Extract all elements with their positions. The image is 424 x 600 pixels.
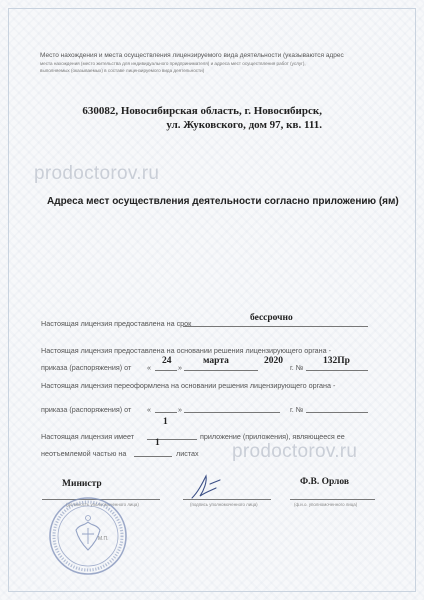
official-stamp-icon [46, 494, 130, 578]
signatory-name: Ф.В. Орлов [300, 477, 350, 487]
name-underline [290, 490, 375, 500]
granted-line2-label: приказа (распоряжения) от [41, 363, 132, 372]
granted-year-suffix: г. № [290, 363, 304, 372]
stamp-mark: М.П. [98, 536, 109, 542]
location-description-line3: выполняемых (оказываемых) в составе лицензируемого вида деятельности) [40, 68, 205, 73]
appendix-sheets-underline [134, 447, 172, 457]
granted-day: 24 [162, 356, 172, 366]
handwritten-signature-icon [186, 470, 226, 504]
caption-name: (ф.и.о. уполномоченного лица) [294, 502, 358, 507]
appendix-line1-prefix: Настоящая лицензия имеет [41, 432, 135, 441]
location-description-line1: Место нахождения и места осуществления лицензируемого вида деятельности (указываются адрес [40, 52, 344, 59]
caption-signature: (подпись уполномоченного лица) [190, 502, 258, 507]
caption-position: (должность уполномоченного лица) [66, 502, 139, 507]
address-block [60, 104, 322, 132]
location-description-line2: места нахождения (место жительства для индивидуального предпринимателя) и адреса мест осуществления работ (услуг), [40, 61, 306, 66]
granted-number: 132Пр [323, 356, 350, 366]
reissued-year-suffix: г. № [290, 405, 304, 414]
term-label: Настоящая лицензия предоставлена на срок [41, 319, 192, 328]
address-line1: 630082, Новосибирская область, г. Новосибирск, [82, 105, 322, 117]
reissued-quote-open: « [147, 405, 151, 414]
appendix-count: 1 [163, 417, 168, 427]
reissued-line2-label: приказа (распоряжения) от [41, 405, 132, 414]
appendix-line1-suffix: приложение (приложения), являющееся ее [200, 432, 345, 441]
granted-quote-open: « [147, 363, 151, 372]
signatory-position: Министр [62, 479, 102, 489]
granted-year: 2020 [264, 356, 283, 366]
reissued-month-underline [184, 403, 280, 413]
watermark-bottom: prodoctorov.ru [232, 441, 358, 462]
granted-number-underline [306, 361, 368, 371]
appendix-line2-prefix: неотъемлемой частью на [41, 449, 127, 458]
reissued-quote-close: » [178, 405, 182, 414]
reissued-day-underline [155, 403, 177, 413]
watermark-top: prodoctorov.ru [34, 163, 160, 184]
places-heading: Адреса мест осуществления деятельности согласно приложению (ям) [47, 196, 399, 207]
term-underline [183, 317, 368, 327]
address-line2: ул. Жуковского, дом 97, кв. 111. [166, 119, 322, 131]
term-value: бессрочно [250, 313, 293, 323]
appendix-line2-suffix: листах [176, 449, 199, 458]
granted-month-underline [184, 361, 258, 371]
granted-quote-close: » [178, 363, 182, 372]
location-description [40, 52, 390, 74]
granted-month: марта [203, 356, 229, 366]
reissued-number-underline [306, 403, 368, 413]
appendix-sheets: 1 [155, 438, 160, 448]
reissued-line1: Настоящая лицензия переоформлена на основании решения лицензирующего органа - [41, 381, 336, 390]
granted-line1: Настоящая лицензия предоставлена на основании решения лицензирующего органа - [41, 346, 332, 355]
granted-day-underline [155, 361, 177, 371]
